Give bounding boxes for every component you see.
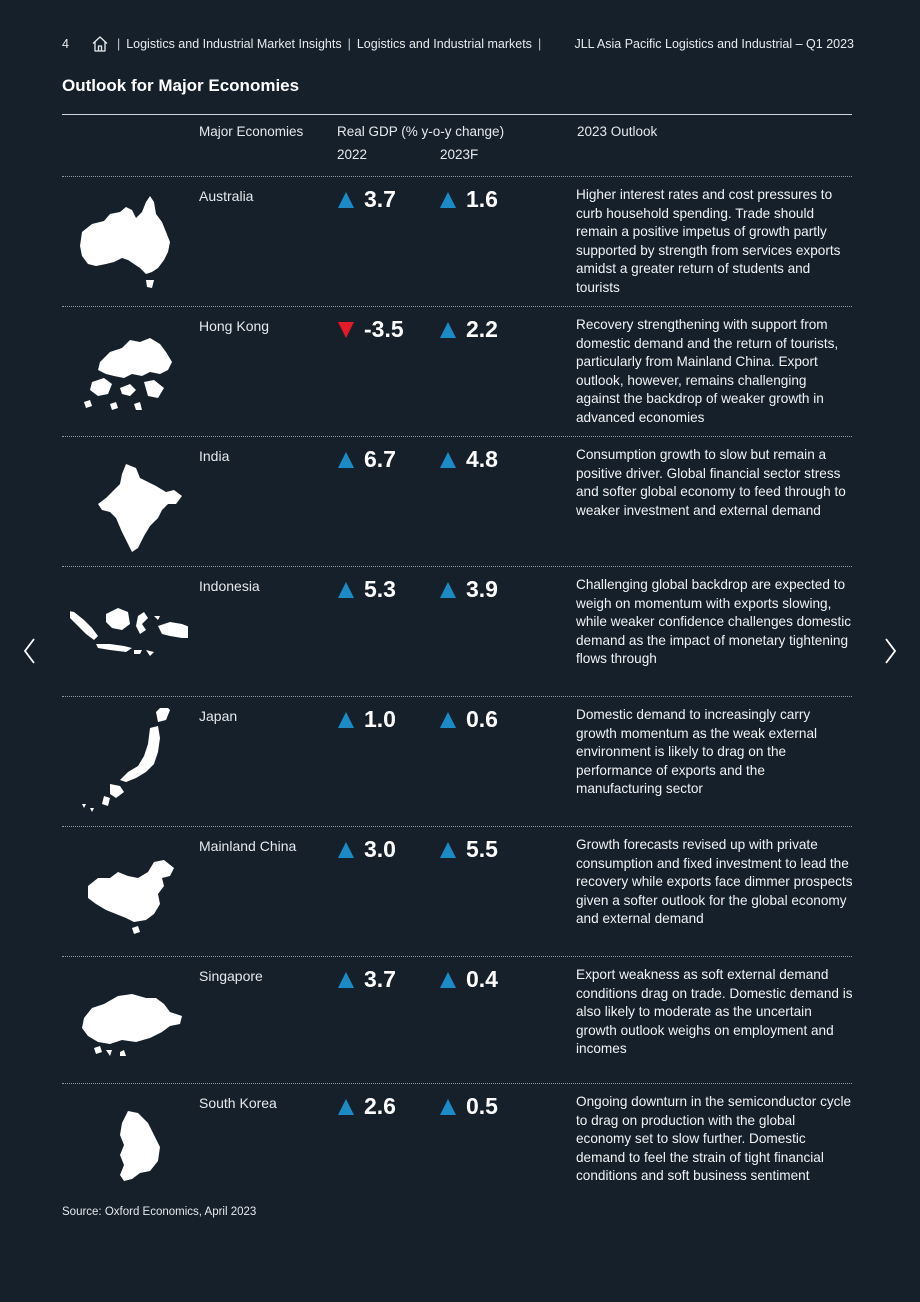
table-row (62, 826, 852, 956)
gdp-2022-value: 3.0 (338, 836, 396, 863)
outlook-text: Recovery strengthening with support from domestic demand and the return of tourists, particularly from Mainland China. Export outlook, however, remains challenging against the backdrop of weaker growth in advanced economies (576, 317, 839, 425)
row-divider (62, 1083, 852, 1084)
col-header-2022: 2022 (337, 147, 368, 162)
gdp-2022-value: 5.3 (338, 576, 396, 603)
outlook-text: Growth forecasts revised up with private consumption and fixed investment to lead the recovery while exports face dimmer prospects given a softer outlook for the global economy and external demand (576, 837, 853, 926)
australia-map-icon (70, 188, 188, 294)
row-divider (62, 826, 852, 827)
arrow-up-icon (440, 192, 456, 208)
gdp-2022-value: -3.5 (338, 316, 404, 343)
arrow-up-icon (338, 452, 354, 468)
economy-name: Hong Kong (199, 318, 270, 334)
row-divider (62, 956, 852, 957)
economy-name: Mainland China (199, 838, 297, 854)
economy-name: Singapore (199, 968, 263, 984)
gdp-2022-value: 2.6 (338, 1093, 396, 1120)
col-header-2023f: 2023F (440, 147, 479, 162)
indonesia-map-icon (70, 578, 188, 684)
breadcrumb-separator: | (347, 37, 351, 51)
gdp-2022-value: 3.7 (338, 966, 396, 993)
table-row (62, 956, 852, 1086)
col-header-outlook: 2023 Outlook (577, 124, 658, 139)
outlook-text: Ongoing downturn in the semiconductor cycle to drag on production with the global economy set to slow further. Domestic demand to feel the strain of tight financial conditions and soft business sentiment (576, 1094, 852, 1183)
gdp-2023-value: 3.9 (440, 576, 498, 603)
outlook-text: Export weakness as soft external demand conditions drag on trade. Domestic demand is also likely to moderate as the uncertain growth outlook weighs on employment and incomes (576, 967, 853, 1056)
table-row (62, 436, 852, 566)
col-header-gdp: Real GDP (% y-o-y change) (337, 124, 505, 139)
gdp-2023-value: 0.5 (440, 1093, 498, 1120)
breadcrumb-separator: | (116, 37, 121, 51)
row-divider (62, 696, 852, 697)
economy-name: Indonesia (199, 578, 260, 594)
arrow-up-icon (338, 1099, 354, 1115)
row-divider (62, 306, 852, 307)
singapore-map-icon (70, 968, 188, 1074)
arrow-up-icon (338, 972, 354, 988)
arrow-up-icon (440, 322, 456, 338)
top-bar (62, 34, 854, 54)
economy-name: India (199, 448, 230, 464)
breadcrumb-market-insights[interactable]: Logistics and Industrial Market Insights (126, 37, 342, 51)
arrow-up-icon (440, 452, 456, 468)
arrow-up-icon (440, 842, 456, 858)
home-icon[interactable] (91, 35, 109, 53)
gdp-2023-value: 5.5 (440, 836, 498, 863)
arrow-down-icon (338, 322, 354, 338)
breadcrumb-separator: | (537, 37, 542, 51)
arrow-up-icon (440, 972, 456, 988)
breadcrumb-logistics-markets[interactable]: Logistics and Industrial markets (356, 37, 532, 51)
header-rule (62, 114, 852, 115)
arrow-up-icon (338, 192, 354, 208)
china-map-icon (70, 838, 188, 944)
gdp-2023-value: 2.2 (440, 316, 498, 343)
india-map-icon (70, 448, 188, 554)
outlook-text: Domestic demand to increasingly carry growth momentum as the weak external environment is likely to drag on the performance of exports and the manufacturing sector (576, 707, 818, 796)
arrow-up-icon (440, 1099, 456, 1115)
row-divider (62, 436, 852, 437)
table-row (62, 306, 852, 436)
table-row (62, 566, 852, 696)
col-header-economies: Major Economies (199, 124, 304, 139)
gdp-2023-value: 4.8 (440, 446, 498, 473)
gdp-2022-value: 1.0 (338, 706, 396, 733)
row-divider (62, 176, 852, 177)
section-title: Outlook for Major Economies (62, 76, 300, 95)
table-row (62, 696, 852, 826)
gdp-2023-value: 0.4 (440, 966, 498, 993)
arrow-up-icon (338, 842, 354, 858)
arrow-up-icon (338, 582, 354, 598)
economy-name: South Korea (199, 1095, 277, 1111)
outlook-text: Consumption growth to slow but remain a positive driver. Global financial sector stress and softer global economy to feed through to weaker investment and external demand (576, 447, 846, 518)
page-number: 4 (62, 37, 69, 51)
arrow-up-icon (440, 582, 456, 598)
south-korea-map-icon (70, 1095, 188, 1201)
source-note: Source: Oxford Economics, April 2023 (62, 1206, 257, 1218)
row-divider (62, 566, 852, 567)
economy-name: Japan (199, 708, 238, 724)
outlook-text: Higher interest rates and cost pressures to curb household spending. Trade should remain a positive impetus of growth partly supported by strength from services exports amidst a greater return of students and tourists (576, 187, 841, 295)
gdp-2022-value: 3.7 (338, 186, 396, 213)
table-row (62, 176, 852, 306)
gdp-2023-value: 1.6 (440, 186, 498, 213)
chevron-right-icon[interactable] (880, 636, 900, 666)
arrow-up-icon (338, 712, 354, 728)
outlook-text: Challenging global backdrop are expected to weigh on momentum with exports slowing, while weaker confidence challenges domestic demand as the impact of monetary tightening flows through (576, 577, 852, 666)
chevron-left-icon[interactable] (20, 636, 40, 666)
hong-kong-map-icon (70, 318, 188, 424)
japan-map-icon (70, 708, 188, 814)
gdp-2022-value: 6.7 (338, 446, 396, 473)
gdp-2023-value: 0.6 (440, 706, 498, 733)
arrow-up-icon (440, 712, 456, 728)
table-row (62, 1083, 852, 1213)
economy-name: Australia (199, 188, 254, 204)
report-title: JLL Asia Pacific Logistics and Industrial – Q1 2023 (574, 37, 854, 51)
